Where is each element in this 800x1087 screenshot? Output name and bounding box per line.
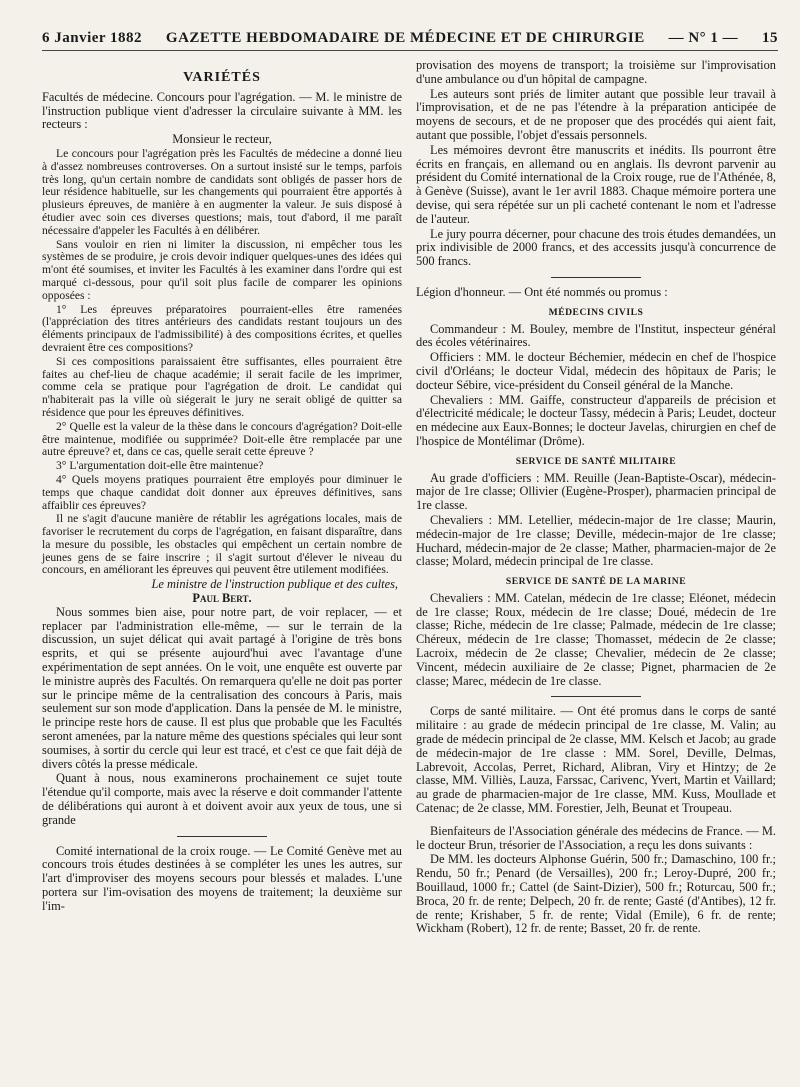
divider xyxy=(551,277,641,278)
marine-paragraph: Chevaliers : MM. Catelan, médecin de 1re classe; Eléonet, médecin de 1re classe; Roux, médecin de 1re classe; Doué, médecin de 1re classe; Riche, médecin de 1re classe; Palmade, médecin de 1re classe; Chéreux, médecin de 1re classe; Thomasset, médecin de 2e classe; Lacroix, médecin de 2e classe; Chevalier, médecin de 2e classe; Vincent, médecin auxiliaire de 2e classe; Pignet, pharmacien de 2e classe; Marec, médecin de 1re classe. xyxy=(416,590,776,688)
bienfaiteurs-paragraph: Bienfaiteurs de l'Association générale des médecins de France. — M. le docteur Brun, trésorier de l'Association, a reçu les dons suivants : xyxy=(416,823,776,852)
journal-title: GAZETTE HEBDOMADAIRE DE MÉDECINE ET DE CHIRURGIE xyxy=(165,30,645,46)
letter-paragraph: 4° Quels moyens pratiques pourraient être employés pour diminuer le temps que chaque candidat doit donner aux épreuves définitives, sans affaiblir ces épreuves? xyxy=(42,472,402,512)
section-title: VARIÉTÉS xyxy=(183,70,261,85)
commentary-paragraph: Quant à nous, nous examinerons prochainement ce sujet toute l'étendue qu'il comporte, mais avec la réserve e doit commander l'attente de délibérations qui auront à et doivent avoir aux yeux de tous, une si grande xyxy=(42,771,402,827)
corps-sante-paragraph: Corps de santé militaire. — Ont été promus dans le corps de santé militaire : au grade de médecin principal de 1re classe, M. Valin; au grade de médecin principal de 2e classe, MM. Kelsch et Jacob; au grade de médecin-major de 1re classe : MM. Sorel, Deville, Delmas, Labrevoit, Accolas, Perret, Richard, Alibran, Viry et Hintzy; de 2e classe, MM. Villiès, Lauza, Farssac, Carivenc, Yvert, Martin et Vaillard; au grade de pharmacien-major de 1re classe, MM. Kuss, Moullade et Catenac; de 2e classe, MM. Forestier, Jelh, Beunat et Troupeau. xyxy=(416,704,776,816)
text-columns xyxy=(42,59,778,937)
letter-paragraph: Le concours pour l'agrégation près les Facultés de médecine a donné lieu à d'assez nombreuses controverses. On a surtout insisté sur le temps, parfois très long, qu'un certain nombre de candidats sont obligés de passer hors de leur résidence habituelle, sur les changements qui pourraient être apportés à plusieurs épreuves, de manière à en augmenter la valeur. Je suis disposé à étudier avec soin ces diverses questions; mais, tout d'abord, il me paraît nécessaire d'appeler les Facultés à en délibérer. xyxy=(42,146,402,237)
letter-paragraph: 2° Quelle est la valeur de la thèse dans le concours d'agrégation? Doit-elle être maintenue, modifiée ou supprimée? Doit-elle être remplacée par une autre épreuve? et, dans ce cas, quelle serait cette épreuve ? xyxy=(42,419,402,459)
letter-paragraph: Sans vouloir en rien ni limiter la discussion, ni empêcher tous les systèmes de se produire, je crois devoir indiquer quelques-unes des idées qui m'ont été soumises, et inviter les Facultés à les examiner dans l'ordre qui est marqué ci-dessous, pour qu'il soit plus facile de comparer les opinions opposées : xyxy=(42,237,402,302)
dons-paragraph: De MM. les docteurs Alphonse Guérin, 500 fr.; Damaschino, 100 fr.; Rendu, 50 fr.; Penard (de Versailles), 200 fr.; Leroy-Dupré, 200 fr.; Bouillaud, 1000 fr.; Cattel (de Saint-Dizier), 500 fr.; Roturcau, 500 fr.; Broca, 20 fr. de rente; Delpech, 20 fr. de rente; Gasté (d'Antibes), 12 fr. de rente; Krishaber, 5 fr. de rente; Vidal (Emile), 6 fr. de rente; Wickham (Robert), 12 fr. de rente; Basset, 20 fr. de rente. xyxy=(416,852,776,936)
subheading-civils: MÉDECINS CIVILS xyxy=(548,306,644,318)
salutation: Monsieur le recteur, xyxy=(172,132,272,147)
letter-paragraph: Il ne s'agit d'aucune manière de rétablir les agrégations locales, mais de favoriser le recrutement du corps de l'agrégation, en faisant disparaître, dans la mesure du possible, les obstacles qui empêchent un certain nombre de jeunes gens de se faire inscrire ; il s'agit surtout d'élever le niveau du concours, en améliorant les épreuves qui peuvent être utilement modifiées. xyxy=(42,512,402,577)
civils-paragraph: Officiers : MM. le docteur Béchemier, médecin en chef de l'hospice civil d'Orléans; le docteur Vidal, médecin des hôpitaux de Paris; le docteur Sébire, vice-président du Conseil général de la Manche. xyxy=(416,350,776,392)
left-column xyxy=(42,59,402,937)
letter-paragraph: 1° Les épreuves préparatoires pourraient-elles être ramenées (l'appréciation des titres antérieurs des candidats restant toujours un des éléments principaux de l'admissibilité) à des compositions écrites, et quelles devraient être ces compositions? xyxy=(42,302,402,354)
croix-rouge-paragraph: Les auteurs sont priés de limiter autant que possible leur travail à l'improvisation, et de ne pas l'étendre à la préparation anticipée de moyens de secours, et de ne proposer que des procédés qui aient fait, autant que possible, l'objet d'essais personnels. xyxy=(416,86,776,142)
legion-intro: Légion d'honneur. — Ont été nommés ou promus : xyxy=(416,284,668,299)
civils-paragraph: Commandeur : M. Bouley, membre de l'Institut, inspecteur général des écoles vétérinaires. xyxy=(416,321,776,350)
croix-rouge-continued: provisation des moyens de transport; la troisième sur l'improvisation d'une ambulance ou d'un hôpital de campagne. xyxy=(416,58,776,86)
running-header xyxy=(42,30,778,51)
issue-number: — N° 1 — xyxy=(668,30,739,46)
subheading-marine: SERVICE DE SANTÉ DE LA MARINE xyxy=(505,576,687,588)
croix-rouge-paragraph: Le jury pourra décerner, pour chacune des trois études demandées, un prix indivisible de 2000 francs, et des accessits jusqu'à concurrence de 500 francs. xyxy=(416,226,776,269)
circular-letter xyxy=(42,148,402,577)
signature-name: Paul Bert. xyxy=(192,591,252,606)
militaire-paragraph: Chevaliers : MM. Letellier, médecin-major de 1re classe; Maurin, médecin-major de 1re classe; Deville, médecin-major de 1re classe; Huchard, médecin-major de 2e classe; Mather, pharmacien-major de 2e classe; Molard, médecin principal de 1re classe. xyxy=(416,512,776,569)
divider xyxy=(551,696,641,697)
croix-rouge-paragraph: Les mémoires devront être manuscrits et inédits. Ils pourront être écrits en français, en allemand ou en anglais. Ils devront parvenir au président du Comité international de la Croix rouge, rue de l'Athénée, 8, à Genève (Suisse), avant le 1er avril 1883. Chaque mémoire portera une devise, qui sera répétée sur un pli cacheté contenant le nom et l'adresse de l'auteur. xyxy=(416,142,776,226)
commentary-paragraph: Nous sommes bien aise, pour notre part, de voir replacer, — et replacer par l'administration elle-même, — sur le terrain de la discussion, un sujet délicat qui avait partagé à l'origine de très bons esprits, et qui se présente aujourd'hui avec l'avantage d'une expérimentation de sept années. On le voit, une enquête est ouverte par le ministre auprès des Facultés. On remarquera qu'elle ne doit pas porter sur le principe même de la centralisation des concours à Paris, mais seulement sur son mode d'application. Dans la pensée de M. le ministre, le principe reste hors de cause. Il est plus que probable que les Facultés seront amenées, par la nature même des questions spéciales qui leur sont soumises, à sortir du cercle qui leur est tracé, et c'est ce que fait déjà de divers côtés la presse médicale. xyxy=(42,604,402,771)
page-number: 15 xyxy=(762,30,778,46)
letter-paragraph: Si ces compositions paraissaient être suffisantes, elles pourraient être faites au chef-lieu de chaque académie; il serait facile de les imprimer, comme cela se pratique pour l'agrégation de droit. Le candidat qui n'habiterait pas la ville où siégerait le jury ne serait obligé de quitter sa résidence que pour les épreuves définitives. xyxy=(42,354,402,419)
letter-paragraph: 3° L'argumentation doit-elle être maintenue? xyxy=(56,459,264,473)
right-column xyxy=(416,59,776,937)
croix-rouge-notice: Comité international de la croix rouge. — Le Comité Genève met au concours trois études destinées à se compléter les unes les autres, sur l'art d'improviser des moyens secours pour blessés et malades. L'une portera sur l'im-ovisation des moyens de traitement; la deuxième sur l'im- xyxy=(42,843,402,913)
issue-date: 6 Janvier 1882 xyxy=(42,30,143,46)
signature-role: Le ministre de l'instruction publique et des cultes, xyxy=(151,577,398,592)
subheading-militaire: SERVICE DE SANTÉ MILITAIRE xyxy=(515,455,677,467)
divider xyxy=(177,836,267,837)
civils-paragraph: Chevaliers : MM. Gaiffe, constructeur d'appareils de précision et d'électricité médicale; le docteur Tassy, médecin à Paris; Leudet, docteur en médecine aux Eaux-Bonnes; le docteur Javelas, chirurgien en chef de l'hospice de Montélimar (Drôme). xyxy=(416,392,776,448)
circular-intro: Facultés de médecine. Concours pour l'agrégation. — M. le ministre de l'instruction publique vient d'adresser la circulaire suivante à MM. les recteurs : xyxy=(42,89,402,132)
militaire-paragraph: Au grade d'officiers : MM. Reuille (Jean-Baptiste-Oscar), médecin-major de 1re classe; Ollivier (Eugène-Prosper), pharmacien principal de 1re classe. xyxy=(416,470,776,513)
